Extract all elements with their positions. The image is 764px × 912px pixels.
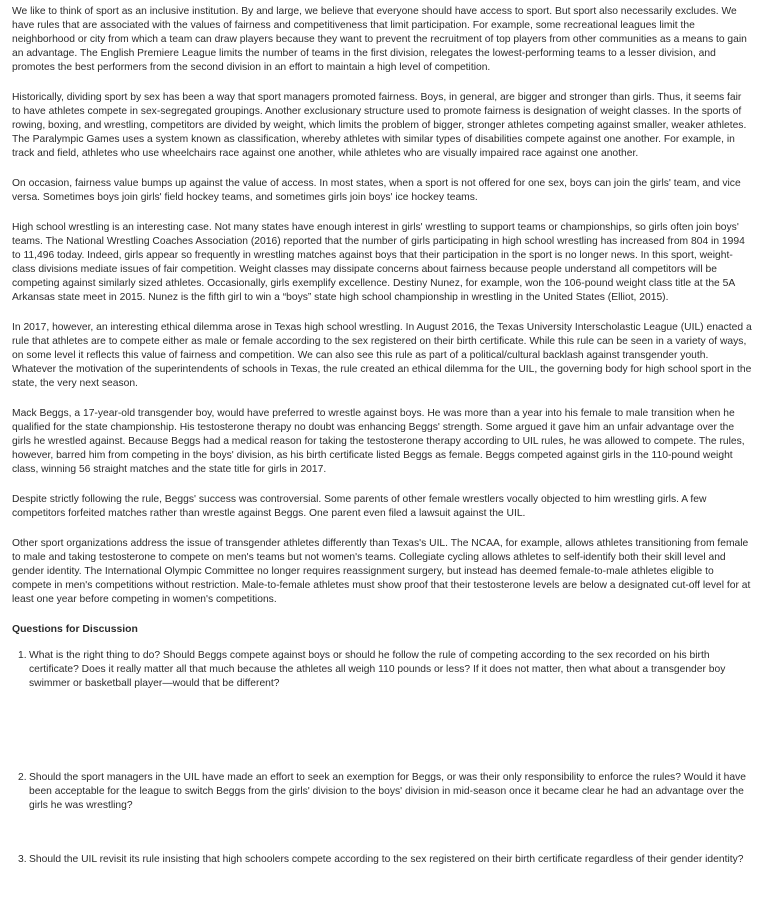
paragraph-wrestling: High school wrestling is an interesting case. Not many states have enough interest in girls' wrestling to support teams or championships, so girls often join boys' teams. The National Wrestling Coaches Association (2016) reported that the number of girls participating in high school wrestling has increased from 804 in 1994 to 11,496 today. Indeed, girls appear so frequently in wrestling matches against boys that their participation in the sport is no longer news. In this sport, weight-class divisions mediate issues of fair competition. Weight classes may dissipate concerns about fairness because people understand all competitors will be competing against similarly sized athletes. Occasionally, girls exemplify excellence. Destiny Nunez, for example, won the 106-pound weight class title at the 5A Arkansas state meet in 2015. Nunez is the fifth girl to win a “boys” state high school championship in wrestling in the United States (Elliot, 2015).: [12, 222, 745, 303]
paragraph-other-organizations: Other sport organizations address the issue of transgender athletes differently than Texas's UIL. The NCAA, for example, allows athletes transitioning from female to male and taking testosterone to compete on men's teams but not women's teams. Collegiate cycling allows athletes to self-identify both their skill level and gender identity. The International Olympic Committee no longer requires reassignment surgery, but instead has deemed female-to-male athletes eligible to compete in men's competitions without restriction. Male-to-female athletes must show proof that their testosterone levels are below a designated cut-off level for at least one year before competing in women's competitions.: [12, 538, 751, 605]
question-item: [18, 771, 752, 813]
paragraph-uil-rule: In 2017, however, an interesting ethical dilemma arose in Texas high school wrestling. In August 2016, the Texas University Interscholastic League (UIL) enacted a rule that athletes are to compete either as male or female according to the sex registered on their birth certificate. While this rule can be seen in a variety of ways, on some level it reflects this value of fairness and competition. We can also see this rule as part of a political/cultural backlash against transgender youth. Whatever the motivation of the superintendents of schools in Texas, the rule created an ethical dilemma for the UIL, the governing body for high school sport in the state, the very next season.: [12, 322, 752, 389]
question-item: [18, 853, 752, 867]
discussion-questions: [12, 649, 752, 867]
paragraph-mack-beggs: Mack Beggs, a 17-year-old transgender boy, would have preferred to wrestle against boys. He was more than a year into his female to male transition when he qualified for the state championship. His testosterone therapy no doubt was enhancing Beggs' strength. Some argued it gave him an unfair advantage over the girls he wrestled against. Because Beggs had a medical reason for taking the testosterone therapy according to UIL rules, he was allowed to compete. The rules, however, barred him from competing in the boys' division, as his birth certificate listed Beggs as female. Beggs competed against girls in the 110-pound weight class, winning 56 straight matches and the state title for girls in 2017.: [12, 408, 745, 475]
paragraph-inclusion: We like to think of sport as an inclusive institution. By and large, we believe that everyone should have access to sport. But sport also necessarily excludes. We have rules that are associated with the values of fairness and competitiveness that limit participation. For example, some recreational leagues limit the neighborhood or city from which a team can draw players because they want to prevent the recruitment of top players from other communities as a means to gain an advantage. The English Premiere League limits the number of teams in the first division, relegates the lowest-performing teams to a lesser division, and promotes the best performers from the second division in an effort to maintain a high level of competition.: [12, 6, 747, 73]
question-number: 2.: [18, 772, 27, 783]
question-number: 3.: [18, 854, 27, 865]
question-number: 1.: [18, 650, 27, 661]
question-text: Should the sport managers in the UIL have made an effort to seek an exemption for Beggs, or was their only responsibility to enforce the rules? Would it have been acceptable for the league to switch Beggs from the girls' division to the boys' division in mid-season once it became clear he had an advantage over the girls he was wrestling?: [29, 772, 746, 811]
question-item: [18, 649, 752, 691]
question-text: Should the UIL revisit its rule insisting that high schoolers compete according to the sex registered on their birth certificate regardless of their gender identity?: [29, 854, 744, 865]
paragraph-sex-division: Historically, dividing sport by sex has been a way that sport managers promoted fairness. Boys, in general, are bigger and stronger than girls. Thus, it seems fair to have athletes compete in sex-segregated groupings. Another exclusionary structure used to promote fairness is designation of weight classes. In the sports of rowing, boxing, and wrestling, competitors are divided by weight, which limits the problem of bigger, stronger athletes competing against smaller, weaker athletes. The Paralympic Games uses a system known as classification, whereby athletes with similar types of disabilities compete against one another. For example, in track and field, athletes who use wheelchairs race against one another, while athletes who are visually impaired race against one another.: [12, 92, 747, 159]
discussion-heading: Questions for Discussion: [12, 624, 138, 635]
paragraph-access: On occasion, fairness value bumps up against the value of access. In most states, when a sport is not offered for one sex, boys can join the girls' team, and vice versa. Sometimes boys join girls' field hockey teams, and sometimes girls join boys' ice hockey teams.: [12, 178, 741, 203]
question-text: What is the right thing to do? Should Beggs compete against boys or should he follow the rule of competing according to the sex recorded on his birth certificate? Does it really matter all that much because the athletes all weigh 110 pounds or less? If it does not matter, then what about a transgender boy swimmer or basketball player—would that be different?: [29, 650, 726, 689]
paragraph-controversy: Despite strictly following the rule, Beggs' success was controversial. Some parents of other female wrestlers vocally objected to him wrestling girls. A few competitors forfeited matches rather than wrestle against Beggs. One parent even filed a lawsuit against the UIL.: [12, 494, 707, 519]
